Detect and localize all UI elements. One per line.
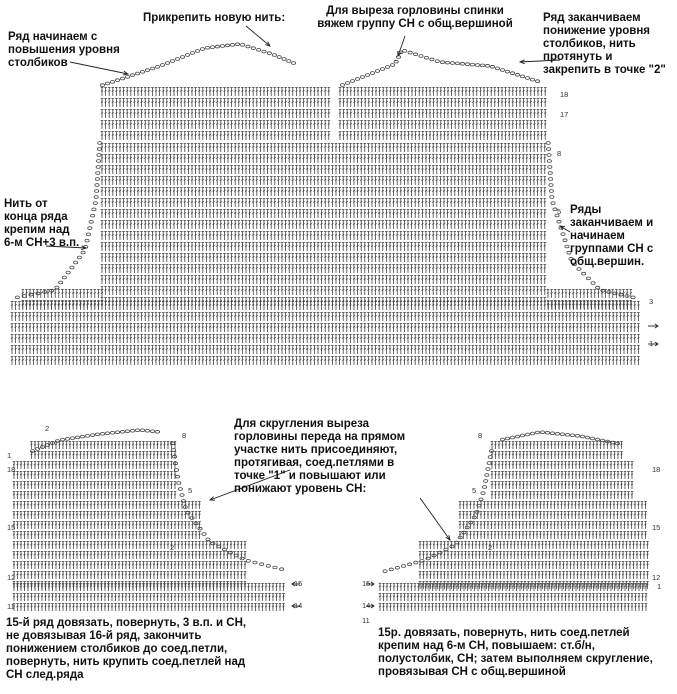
row-number: 15 <box>294 579 303 588</box>
label-row-end-lower: Ряд заканчиваем понижение уровня столбиков, нить протянуть и закрепить в точке "2" <box>543 12 666 76</box>
row-number: 18 <box>7 465 16 474</box>
row-number: 15 <box>362 579 371 588</box>
label-thread-from-end: Нить от конца ряда крепим над 6-м СН+3 в.п. <box>4 198 80 249</box>
row-number: 5 <box>188 486 193 495</box>
row-number: 1 <box>7 451 12 460</box>
label-rows-end-groups: Ряды заканчиваем и начинаем группами СН с общ.вершин. <box>570 204 654 268</box>
label-right-row15: 15р. довязать, повернуть, нить соед.петлей крепим над 6-м СН, повышаем: ст.б/н, полустолбик, СН; затем выполняем скругление, провязывая СН с общ.вершиной <box>378 627 653 678</box>
label-left-row15: 15-й ряд довязать, повернуть, 3 в.п. и СН, не довязывая 16-й ряд, закончить понижением столбиков до соед.петли, повернуть, нить крупить соед.петлей над СН след.ряда <box>6 617 247 681</box>
row-number: 1 <box>649 339 654 348</box>
row-number: 18 <box>652 465 661 474</box>
row-number: 5 <box>472 486 477 495</box>
row-number: 1 <box>657 582 662 591</box>
row-number: 8 <box>478 431 483 440</box>
row-number: 2 <box>170 543 175 552</box>
row-number: 15 <box>652 523 661 532</box>
row-number: 17 <box>560 110 569 119</box>
row-number: 2 <box>488 543 493 552</box>
row-number: 14 <box>362 601 371 610</box>
row-number: 12 <box>652 573 661 582</box>
stitch-grid <box>11 43 649 611</box>
label-front-neckline: Для скругления выреза горловины переда на прямом участке нить присоединяют, протягивая, соед.петлями в точке "1" и повышают или понижают уровень СН: <box>234 418 406 495</box>
label-back-neckline: Для выреза горловины спинки вяжем группу СН с общ.вершиной <box>317 5 513 30</box>
row-number: 3 <box>649 297 654 306</box>
row-number: 8 <box>182 431 187 440</box>
row-number: 11 <box>362 616 370 625</box>
row-number: 8 <box>557 149 562 158</box>
label-row-start-raise: Ряд начинаем с повышения уровня столбиков <box>8 31 120 69</box>
row-number: 5 <box>557 207 562 216</box>
row-number: 11 <box>7 602 15 611</box>
row-number: 18 <box>560 90 569 99</box>
label-attach-new-thread: Прикрепить новую нить: <box>143 12 286 24</box>
row-number: 2 <box>45 424 50 433</box>
row-number: 12 <box>7 573 16 582</box>
row-number: 15 <box>7 523 16 532</box>
row-number: 14 <box>294 601 303 610</box>
